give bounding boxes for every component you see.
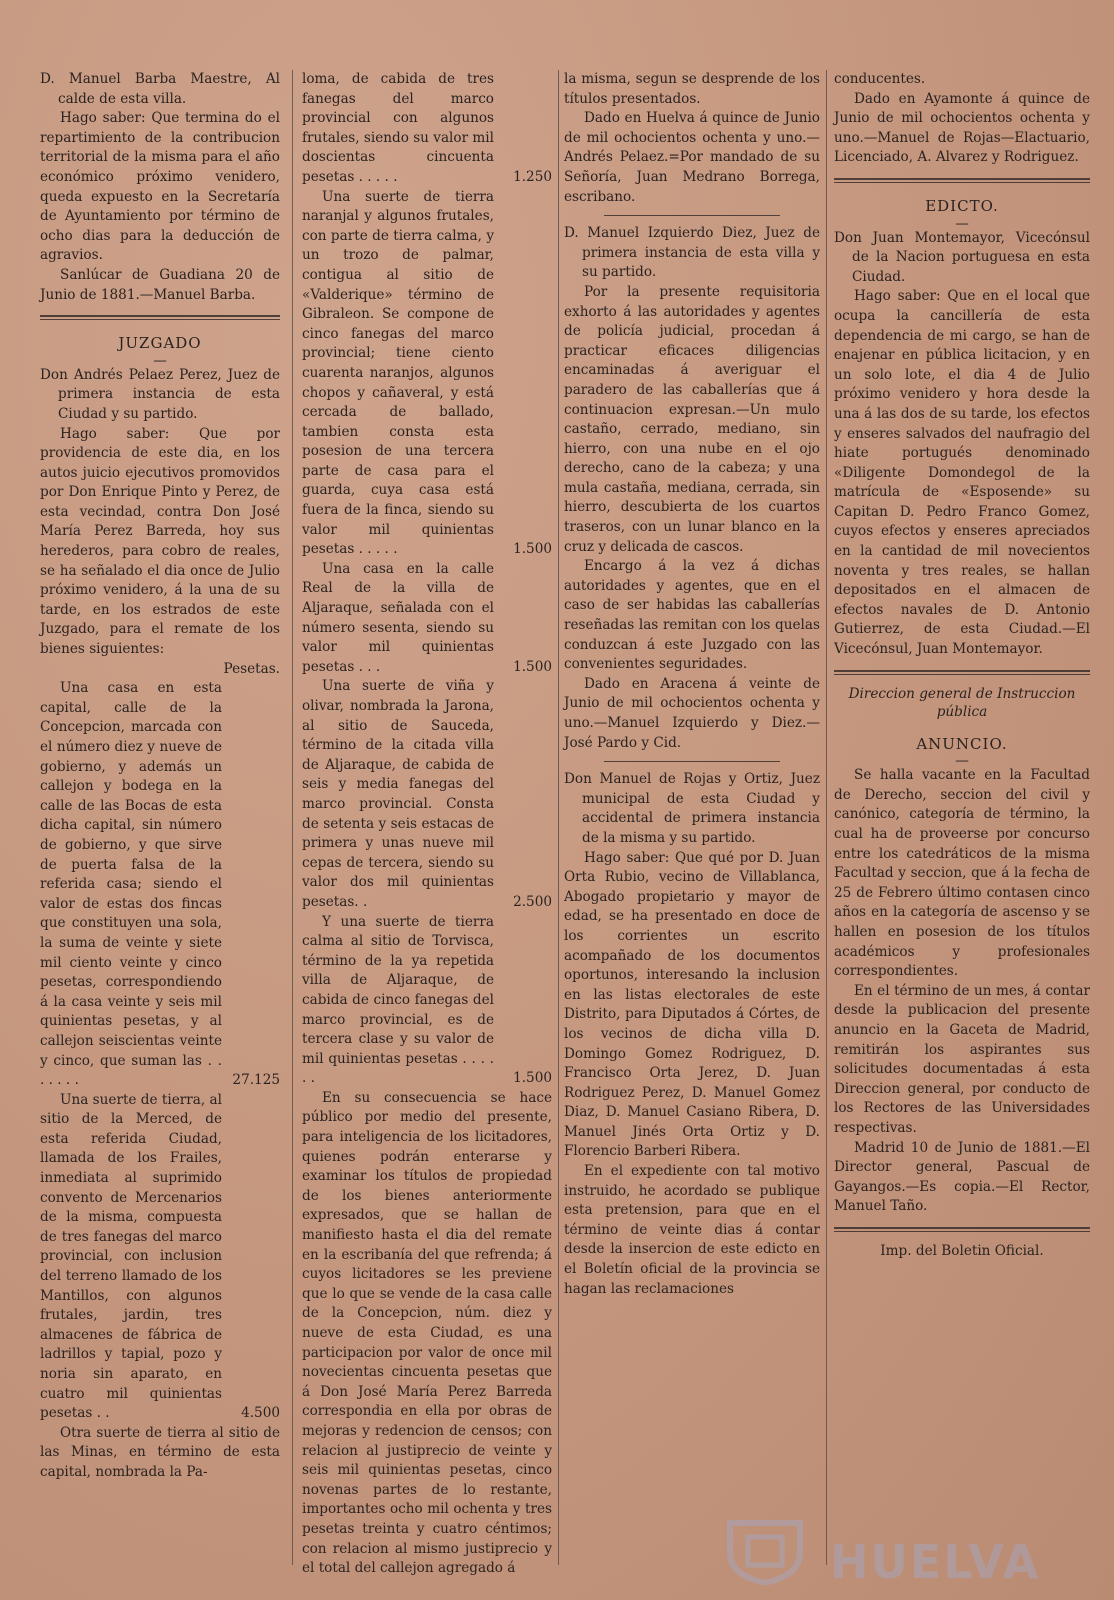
item-amount: 2.500	[513, 893, 552, 910]
item-continued: Otra suerte de tierra al sitio de las Minas, en término de esta capital, nombrada la Pa-	[40, 1424, 280, 1480]
heading-dash	[834, 219, 1090, 229]
rojas-body-2: En el expediente con tal motivo instruido, he acordado se publique esta pretension, para que en el término de veinte dias á contar desde la insercion de este edicto en el Boletín oficial de la provincia se hagan las reclamaciones	[564, 1163, 820, 1297]
section-divider	[834, 1227, 1090, 1232]
edicto-body: Hago saber: Que en el local que ocupa la cancillería de esta dependencia de mi cargo, se han de enajenar en pública licitacion, y en un solo lote, el dia 4 de Julio próximo venidero y hora desde la una á las dos de su tarde, los efectos y enseres salvados del naufragio del hiate portugués denominado «Diligente Domondegol de la matrícula de «Esposende» su Capitan D. Pedro Franco Gomez, cuyos efectos y enseres apreciados en la cantidad de mil novecientos noventa y tres reales, se hallan depositados en el almacen de efectos navales de D. Antonio Gutierrez, de esta Ciudad.—El Vicecónsul, Juan Montemayor.	[834, 288, 1090, 658]
edicto-heading: EDICTO.	[925, 196, 999, 215]
list-item	[40, 1091, 280, 1424]
requisitoria-body-2: Encargo á la vez á dichas autoridades y agentes, que en el caso de ser habidas las caballerías reseñadas las remitan con los quelas conduzcan á este Juzgado con las convenientes seguridades.	[564, 558, 820, 673]
column-rule	[826, 70, 827, 1565]
list-item	[40, 679, 280, 1090]
heading-dash	[834, 756, 1090, 766]
item-text: Una casa en esta capital, calle de la Concepcion, marcada con el número diez y nueve de gobierno, y además un callejon y bodega en la calle de las Bocas de esta dicha capital, sin número de gobierno, y que sirve de puerta falsa de la referida casa; siendo el valor de estas dos fincas que constituyen una sola, la suma de veinte y siete mil ciento veinte y cinco pesetas, correspondiendo á la casa veinte y seis mil quinientas pesetas, y al callejon seiscientas veinte y cinco, que suman las . . . . . . .	[40, 680, 222, 1089]
list-item	[302, 560, 552, 678]
imprint: Imp. del Boletin Oficial.	[880, 1242, 1044, 1259]
anuncio-heading: ANUNCIO.	[916, 734, 1008, 753]
section-divider	[40, 315, 280, 320]
instruccion-body: Se halla vacante en la Facultad de Derecho, seccion del civil y canónico, categoría de término, la cual ha de proveerse por concurso entre los catedráticos de la misma Facultad y seccion, que á la fecha de 25 de Febrero último contasen cinco años en la categoría de ascenso y se hallen en posesion de los títulos académicos y profesionales correspondientes.	[834, 767, 1090, 980]
juzgado-dated: Dado en Huelva á quince de Junio de mil ochocientos ochenta y uno.—Andrés Pelaez.=Por mandado de su Señoría, Juan Medrano Borrega, escribano.	[564, 110, 820, 205]
column-3	[564, 70, 820, 1299]
item-amount: 4.500	[241, 1405, 280, 1422]
item-text: Y una suerte de tierra calma al sitio de Torvisca, término de la ya repetida villa de Aljaraque, de cabida de cinco fanegas del marco provincial, es de tercera clase y su valor de mil quinientas pesetas . . . . . .	[302, 913, 494, 1087]
column-rule	[292, 70, 293, 1565]
requisitoria-body: Por la presente requisitoria exhorto á las autoridades y agentes de policía judicial, procedan á practicar eficaces diligencias encaminadas á averiguar el paradero de las caballerías que á continuacion expresan.—Un mulo castaño, cerrado, mediano, sin hierro, con una nube en el ojo derecho, cano de la cabeza; y una mula castaña, mediana, cerrada, sin hierro, descubierta de los cuartos traseros, con un lunar blanco en la cruz y delicada de cascos.	[564, 283, 820, 555]
newspaper-page	[34, 70, 1094, 1580]
column-4	[834, 70, 1090, 1261]
rojas-body: Hago saber: Que qué por D. Juan Orta Rubio, vecino de Villablanca, Abogado propietario y mayor de edad, se ha presentado en doce de los corrientes un escrito acompañado de los documentos oportunos, interesando la inclusion en las listas electorales de este Distrito, para Diputados á Córtes, de los vecinos de dicha villa D. Domingo Gomez Rodriguez, D. Francisco Orta Jerez, D. Juan Rodriguez Perez, D. Manuel Gomez Diaz, D. Manuel Casiano Ribera, D. Manuel Jinés Orta Ortiz y D. Florencio Barberi Ribera.	[564, 849, 820, 1160]
instruccion-dated: Madrid 10 de Junio de 1881.—El Director general, Pascual de Gayangos.—Es copia.—El Rector, Manuel Taño.	[834, 1139, 1090, 1215]
section-divider	[834, 670, 1090, 675]
barba-body: Hago saber: Que termina do el repartimiento de la contribucion territorial de la misma para el año económico próximo venidero, queda expuesto en la Secretaría de Ayuntamiento por término de ocho dias para la deducción de agravios.	[40, 110, 280, 264]
list-item	[302, 188, 552, 560]
heading-dash	[40, 356, 280, 366]
item-amount: 27.125	[232, 1072, 280, 1089]
requisitoria-dated: Dado en Aracena á veinte de Junio de mil ochocientos ochenta y uno.—Manuel Izquierdo y Diez.—José Pardo y Cid.	[564, 675, 820, 751]
continued-text: la misma, segun se desprende de los títulos presentados.	[564, 71, 820, 107]
pesetas-label: Pesetas.	[223, 660, 280, 677]
rojas-intro: Don Manuel de Rojas y Ortiz, Juez municipal de esta Ciudad y accidental de primera instancia de la misma y su partido.	[564, 771, 820, 846]
section-divider	[834, 178, 1090, 183]
item-text: Una suerte de tierra naranjal y algunos frutales, con parte de tierra calma, y un trozo de palmar, contigua al sitio de «Valderique» término de Gibraleon. Se compone de cinco fanegas del marco provincial; tiene ciento cuarenta naranjos, algunos chopos y cañaveral, y está cercada de ballado, tambien consta esta posesion de una tercera parte de casa para el guarda, cuya casa está fuera de la finca, siendo su valor mil quinientas pesetas . . . . .	[302, 188, 494, 558]
item-text: Una suerte de viña y olivar, nombrada la Jarona, al sitio de Sauceda, término de la citada villa de Aljaraque, de cabida de seis y media fanegas del marco provincial. Consta de setenta y seis estacas de primera y unas nueve mil cepas de tercera, siendo su valor dos mil quinientas pesetas. .	[302, 678, 494, 910]
column-1	[40, 70, 280, 1483]
instruccion-body-2: En el término de un mes, á contar desde la publicacion del presente anuncio en la Gaceta de Madrid, remitirán los aspirantes sus solicitudes documentadas á esta Direccion general, por conducto de los Rectores de las Universidades respectivas.	[834, 982, 1090, 1136]
list-item	[302, 70, 552, 188]
section-divider	[604, 761, 780, 762]
item-text: Una casa en la calle Real de la villa de Aljaraque, señalada con el número sesenta, siendo su valor mil quinientas pesetas . . .	[302, 560, 494, 675]
watermark-text: HUELVA	[830, 1535, 1041, 1589]
barba-closing: Sanlúcar de Guadiana 20 de Junio de 1881.—Manuel Barba.	[40, 266, 280, 303]
juzgado-body: Hago saber: Que por providencia de este dia, en los autos juicio ejecutivos promovidos por Don Enrique Pinto y Perez, de esta vecindad, contra Don José María Perez Barreda, hoy sus herederos, para cobro de reales, se ha señalado el dia once de Julio próximo venidero, á la una de su tarde, en los estrados de este Juzgado, para el remate de los bienes siguientes:	[40, 425, 280, 658]
archive-watermark	[720, 1515, 1080, 1589]
juzgado-heading: JUZGADO	[118, 334, 202, 353]
instruccion-heading: Direccion general de Instruccion pública	[848, 685, 1076, 720]
juzgado-intro: Don Andrés Pelaez Perez, Juez de primera instancia de esta Ciudad y su partido.	[40, 366, 280, 422]
rojas-dated: Dado en Ayamonte á quince de Junio de mil ochocientos ochenta y uno.—Manuel de Rojas—Elactuario, Licenciado, A. Alvarez y Rodriguez.	[834, 90, 1090, 166]
item-amount: 1.500	[513, 541, 552, 558]
column-rule	[558, 70, 559, 1565]
edicto-intro: Don Juan Montemayor, Vicecónsul de la Nacion portuguesa en esta Ciudad.	[834, 229, 1090, 285]
item-text: Una suerte de tierra, al sitio de la Merced, de esta referida Ciudad, llamada de los Frailes, inmediata al suprimido convento de Mercenarios de la misma, compuesta de tres fanegas del marco provincial, con inclusion del terreno llamado de los Mantillos, con algunos frutales, jardin, tres almacenes de fábrica de ladrillos y tapial, pozo y noria sin aparato, en cuatro mil quinientas pesetas . .	[40, 1091, 222, 1422]
list-item	[302, 913, 552, 1089]
column-2	[302, 70, 552, 1579]
item-amount: 1.500	[513, 1070, 552, 1087]
list-item	[302, 677, 552, 912]
item-amount: 1.500	[513, 658, 552, 675]
requisitoria-intro: D. Manuel Izquierdo Diez, Juez de primera instancia de esta villa y su partido.	[564, 225, 820, 281]
juzgado-closing: En su consecuencia se hace público por medio del presente, para inteligencia de los licitadores, quienes podrán enterarse y examinar los títulos de propiedad de los bienes anteriormente expresados, que se hallan de manifiesto hasta el dia del remate en la escribanía del que refrenda; á cuyos licitadores se les previene que lo que se vende de la casa calle de la Concepcion, núm. diez y nueve de esta Ciudad, es una participacion por valor de once mil novecientas cincuenta pesetas que á Don José María Perez Barreda correspondia en ella por obras de mejoras y redencion de censos; con relacion al justiprecio de veinte y seis mil quinientas pesetas, cinco novenas partes de lo restante, importantes ocho mil ochenta y tres pesetas treinta y cuatro céntimos; con relacion al mismo justiprecio y el total del callejon agregado á	[302, 1089, 552, 1577]
item-text: loma, de cabida de tres fanegas del marco provincial con algunos frutales, siendo su valor mil doscientas cincuenta pesetas . . . . .	[302, 71, 494, 185]
section-divider	[604, 215, 780, 216]
continued-text: conducentes.	[834, 71, 926, 87]
item-amount: 1.250	[513, 168, 552, 185]
shield-icon	[720, 1515, 810, 1585]
barba-intro: D. Manuel Barba Maestre, Al calde de esta villa.	[40, 71, 280, 107]
